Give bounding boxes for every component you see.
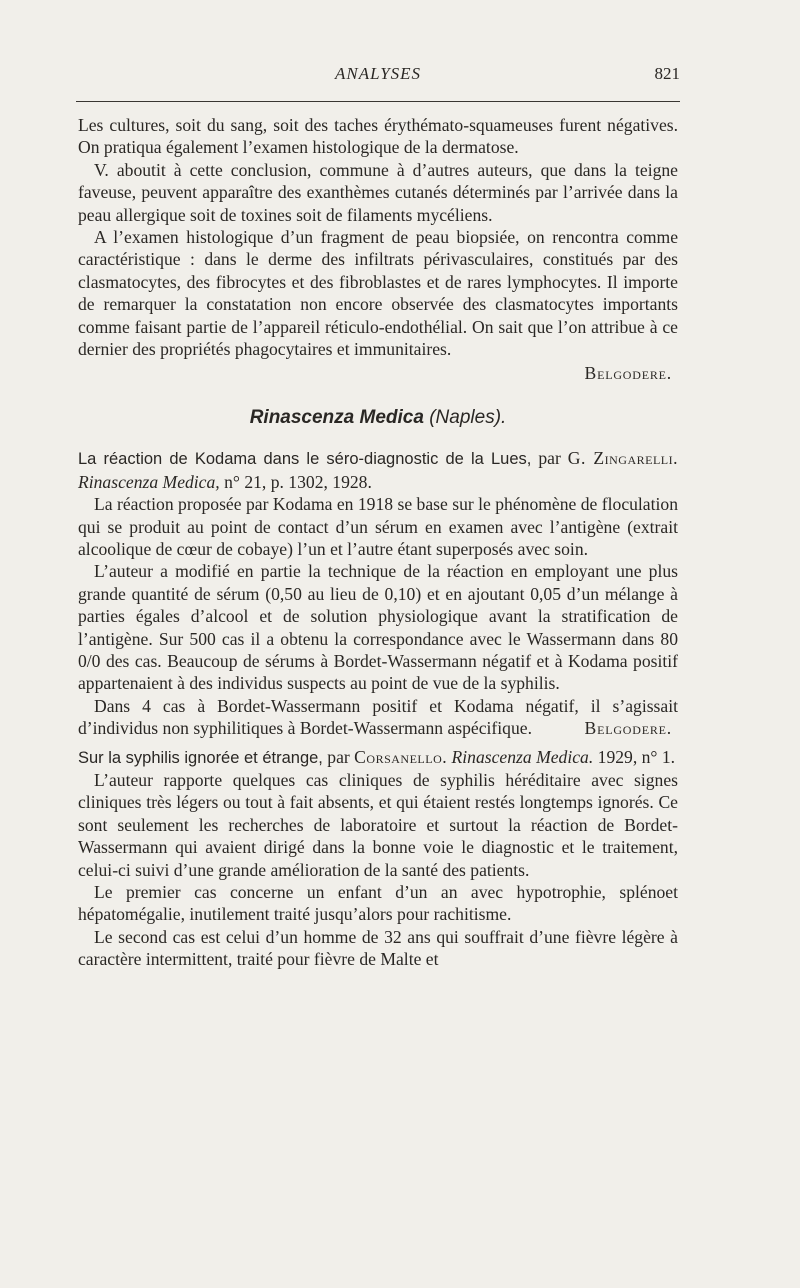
article-journal: Rinascenza Medica. [451, 746, 594, 767]
journal-place: (Naples). [429, 406, 507, 428]
paragraph: Le second cas est celui d’un homme de 32 ans qui souffrait d’une fièvre légère à caractère intermittent, traité pour fièvre de Malte et [78, 926, 678, 970]
journal-heading [78, 407, 678, 429]
article-header [78, 746, 678, 769]
article-author: G. Zingarelli. [567, 448, 679, 469]
signature: Belgodere. [584, 363, 672, 384]
paragraph: L’auteur a modifié en partie la technique de la réaction en employant une plus grande quantité de sérum (0,50 au lieu de 0,10) et en ajoutant 0,05 d’un mélange à parties égales d’alcool et de solution physiologique avant la stratification de l’antigène. Sur 500 cas il a obtenu la correspondance avec le Wassermann dans 80 0/0 des cas. Beaucoup de sérums à Bordet-Wassermann négatif et à Kodama positif appartenaient à des individus suspects au point de vue de la syphilis. [78, 561, 678, 694]
page-number: 821 [654, 64, 680, 83]
article-header [78, 447, 678, 493]
paragraph-text: Dans 4 cas à Bordet-Wassermann positif et Kodama négatif, il s’agissait d’individus non syphilitiques à Bordet-Wassermann aspécifique. [78, 695, 678, 739]
article-by: par [538, 448, 561, 469]
article-by: par [327, 746, 350, 767]
paragraph: A l’examen histologique d’un fragment de peau biopsiée, on rencontra comme caractéristique : dans le derme des infiltrats périvasculaires, constitués par des clasmatocytes, des fibrocytes et des fibroblastes et de rares lymphocytes. Il importe de remarquer la constatation non encore observée des clasmatocytes importants comme faisant partie de l’appareil réticulo-endothélial. On sait que l’on attribue à ce dernier des propriétés phagocytaires et immunitaires. [78, 227, 678, 360]
article-title: Sur la syphilis ignorée et étrange, [78, 748, 323, 767]
article-citation: n° 21, p. 1302, 1928. [224, 471, 372, 492]
paragraph: L’auteur rapporte quelques cas cliniques de syphilis héréditaire avec signes cliniques très légers ou tout à fait absents, et qui étaient restés longtemps ignorés. Ce sont seulement les recherches de laboratoire et surtout la réaction de Bordet-Wassermann qui avaient dirigé dans la bonne voie le diagnostic et le traitement, celui-ci suivi d’une grande amélioration de la santé des patients. [78, 769, 678, 880]
body-text [78, 114, 678, 971]
paragraph: V. aboutit à cette conclusion, commune à d’autres auteurs, que dans la teigne faveuse, peuvent apparaître des exanthèmes cutanés déterminés par l’arrivée dans la peau allergique soit de toxines soit de filaments mycéliens. [78, 159, 678, 225]
paragraph [78, 695, 678, 740]
paragraph: La réaction proposée par Kodama en 1918 se base sur le phénomène de floculation qui se produit au point de contact d’un sérum en examen avec l’antigène (extrait alcoolique de cœur de cobaye) l’un et l’autre étant superposés avec soin. [78, 494, 678, 559]
article-title: La réaction de Kodama dans le séro-diagnostic de la Lues, [78, 450, 532, 469]
article-author: Corsanello. [354, 746, 448, 767]
article-citation: 1929, n° 1. [597, 746, 676, 767]
page-header [76, 64, 680, 90]
running-title: ANALYSES [334, 64, 422, 83]
journal-name: Rinascenza Medica [249, 406, 424, 428]
header-rule [76, 101, 680, 102]
paragraph: Les cultures, soit du sang, soit des taches érythémato-squameuses furent négatives. On pratiqua également l’examen histologique de la dermatose. [78, 115, 678, 158]
signature: Belgodere. [584, 718, 672, 739]
paragraph: Le premier cas concerne un enfant d’un an avec hypotrophie, splénoet hépatomégalie, inutilement traité jusqu’alors pour rachitisme. [78, 882, 678, 925]
article-journal: Rinascenza Medica, [78, 471, 220, 492]
